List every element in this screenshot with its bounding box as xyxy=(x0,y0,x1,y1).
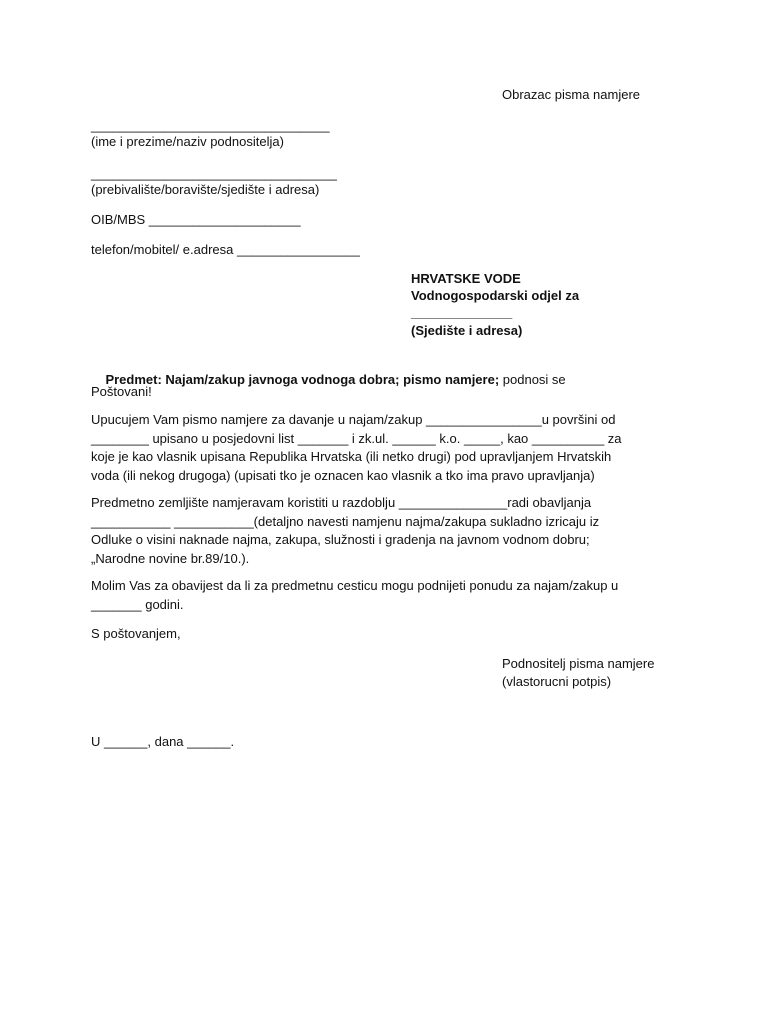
paragraph-line: Upucujem Vam pismo namjere za davanje u najam/zakup ________________u površini od xyxy=(91,412,616,427)
subject-bold: Predmet: Najam/zakup javnoga vodnoga dobra; pismo namjere; xyxy=(105,372,500,387)
paragraph-line: _______ godini. xyxy=(91,596,184,612)
paragraph-line: Predmetno zemljište namjeravam koristiti u razdoblju _______________radi obavljanja xyxy=(91,495,592,510)
applicant-name-line: _________________________________ xyxy=(91,118,330,133)
paragraph-line: ___________ ___________(detaljno navesti namjenu najma/zakupa sukladno izricaju iz xyxy=(91,513,600,529)
closing: S poštovanjem, xyxy=(91,626,181,641)
paragraph-line: ________ upisano u posjedovni list _______ i zk.ul. ______ k.o. _____, kao __________ za xyxy=(91,430,622,446)
applicant-address-line: __________________________________ xyxy=(91,166,337,181)
place-date: U ______, dana ______. xyxy=(91,734,235,749)
form-title: Obrazac pisma namjere xyxy=(502,87,640,102)
recipient-seat: (Sjedište i adresa) xyxy=(411,323,523,338)
paragraph-inquiry xyxy=(91,577,691,614)
signature-label: Podnositelj pisma namjere xyxy=(502,656,655,671)
subject-line xyxy=(91,353,566,407)
applicant-oib: OIB/MBS _____________________ xyxy=(91,212,301,227)
paragraph-usage xyxy=(91,494,691,568)
recipient-blank: ______________ xyxy=(411,305,513,320)
paragraph-line: koje je kao vlasnik upisana Republika Hrvatska (ili netko drugi) pod upravljanjem Hrvatskih xyxy=(91,449,612,464)
paragraph-line: voda (ili nekog drugoga) (upisati tko je oznacen kao vlasnik a tko ima pravo upravljanja) xyxy=(91,467,595,483)
applicant-contact: telefon/mobitel/ e.adresa _________________ xyxy=(91,242,360,257)
paragraph-line: „Narodne novine br.89/10.). xyxy=(91,550,250,566)
greeting: Poštovani! xyxy=(91,384,152,399)
paragraph-line: Odluke o visini naknade najma, zakupa, služnosti i gradenja na javnom vodnom dobru; xyxy=(91,532,590,547)
applicant-name-label: (ime i prezime/naziv podnositelja) xyxy=(91,134,284,149)
paragraph-request xyxy=(91,411,691,485)
recipient-org: HRVATSKE VODE xyxy=(411,271,521,286)
applicant-address-label: (prebivalište/boravište/sjedište i adresa) xyxy=(91,182,320,197)
signature-note: (vlastorucni potpis) xyxy=(502,674,612,689)
recipient-dept: Vodnogospodarski odjel za xyxy=(411,288,580,303)
subject-normal: podnosi se xyxy=(499,372,566,387)
paragraph-line: Molim Vas za obavijest da li za predmetnu cesticu mogu podnijeti ponudu za najam/zakup u xyxy=(91,578,619,593)
